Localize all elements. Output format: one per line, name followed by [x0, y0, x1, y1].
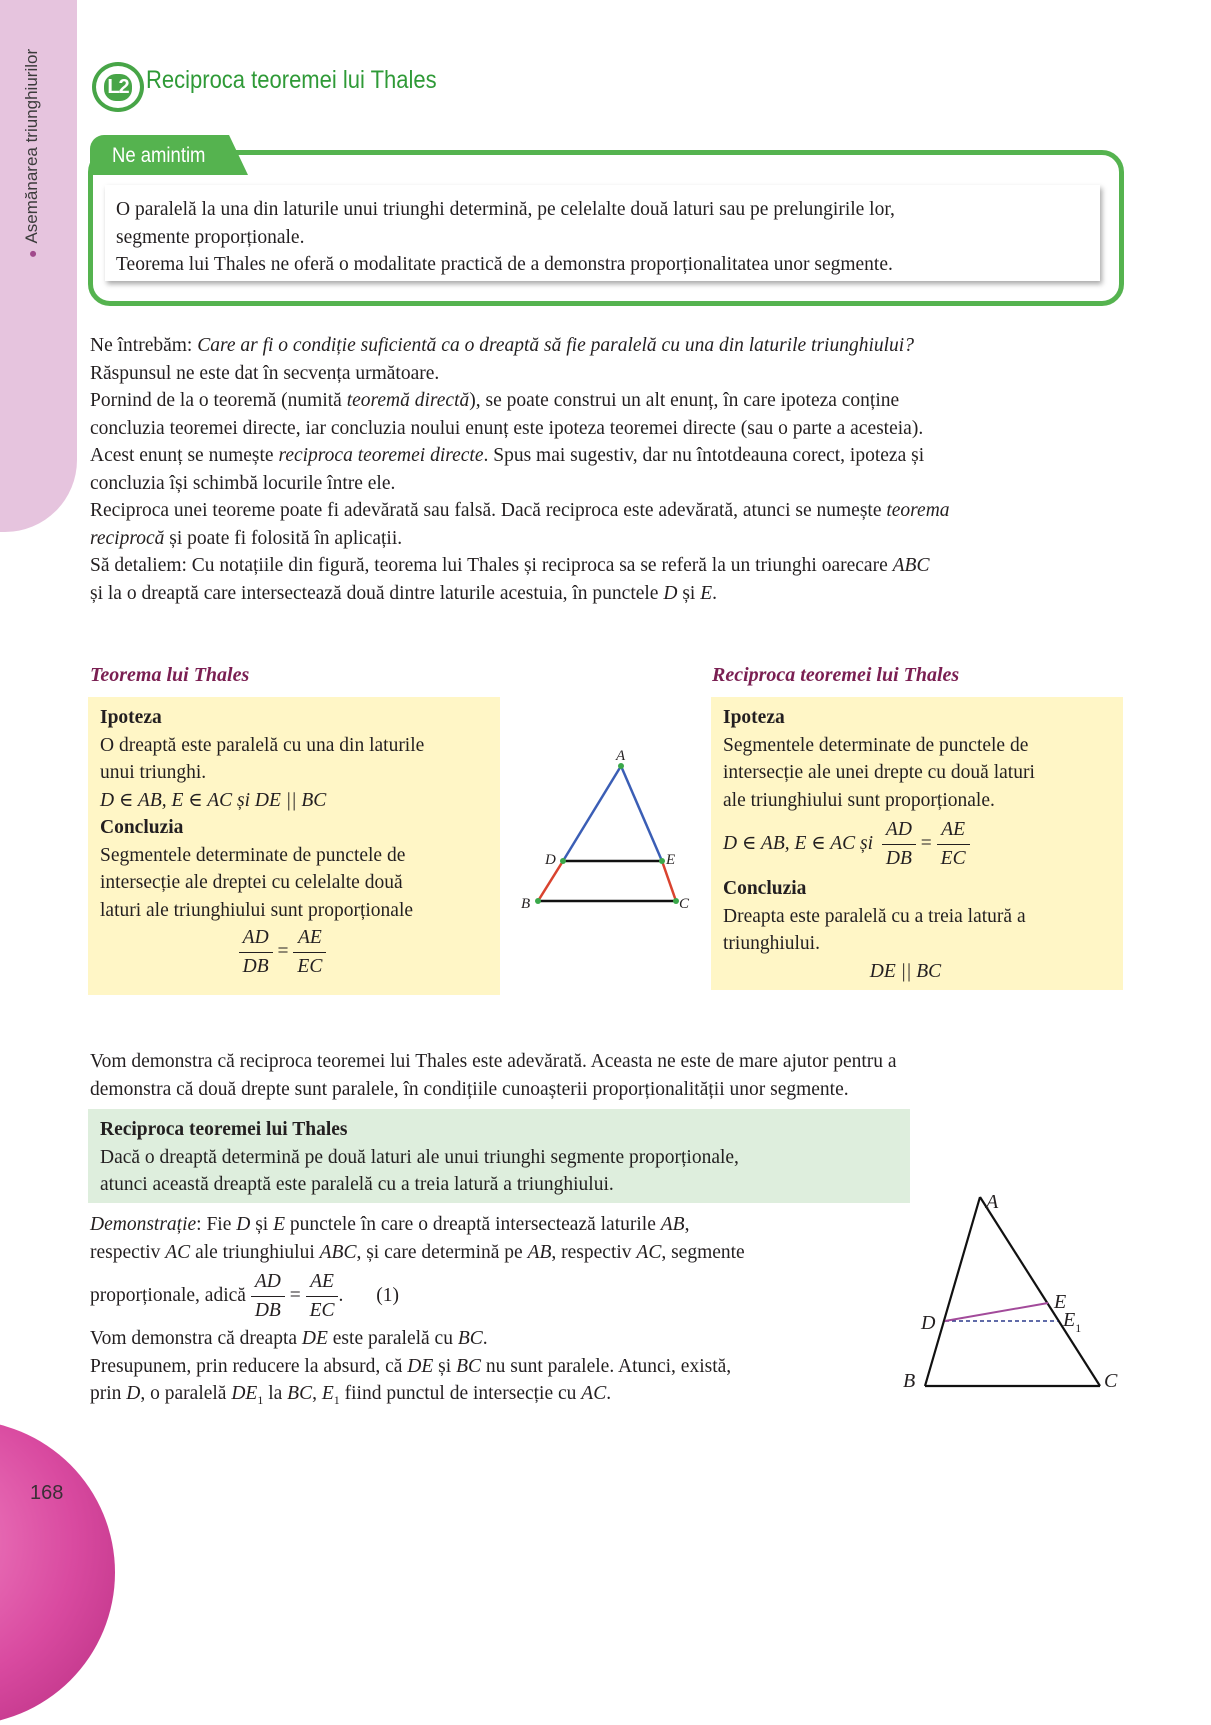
label-e1: $E_1$: [1063, 1309, 1082, 1335]
label-a: A: [616, 748, 626, 764]
page-corner-decoration: [0, 1420, 115, 1725]
point-d: [560, 858, 566, 864]
point-e: [659, 858, 665, 864]
side-ad: [563, 766, 621, 861]
lesson-badge: L2: [92, 62, 144, 112]
label-c: C: [1104, 1370, 1118, 1392]
thales-box-text: Ipoteza O dreaptă este paralelă cu una din laturile unui triunghi. D ∈ AB, E ∈ AC și DE || BC Concluzia Segmentele determinate de punctele de intersecție ale dreptei cu celelalte două laturi ale triunghiului sunt proporționale $\frac{AD}{DB}$ = $\frac{AE}{EC}$: [100, 704, 495, 981]
lesson-title: Reciproca teoremei lui Thales: [146, 66, 437, 94]
side-ae: [621, 766, 662, 861]
bullet-icon: ●: [24, 249, 40, 258]
label-b: B: [521, 896, 531, 912]
side-ab: [925, 1197, 980, 1386]
segment-de: [945, 1303, 1048, 1321]
recall-tab-label: Ne amintim: [112, 144, 206, 167]
recall-text: O paralelă la una din laturile unui triunghi determină, pe celelalte două laturi sau pe prelungirile lor, segmente proporționale. Teorema lui Thales ne oferă o modalitate practică de a demonstra proporționalitatea unor segmente.: [116, 199, 895, 275]
triangle-figure-2: [895, 1185, 1135, 1400]
label-e: E: [666, 852, 676, 868]
theorem-box-text: Reciproca teoremei lui Thales Dacă o dreaptă determină pe două laturi ale unui triunghi segmente proporționale, atunci această dreaptă este paralelă cu a treia latură a triunghiului.: [100, 1119, 739, 1195]
converse-heading: Reciproca teoremei lui Thales: [712, 664, 960, 686]
triangle-figure-1: [515, 740, 705, 920]
label-c: C: [679, 896, 690, 912]
side-ac: [980, 1197, 1100, 1386]
intro-text: Ne întrebăm: Care ar fi o condiție suficientă ca o dreaptă să fie paralelă cu una din laturile triunghiului? Răspunsul ne este dat în secvența următoare. Pornind de la o teoremă (numită teoremă directă), se poate construi un alt enunț, în care ipoteza conține concluzia teoremei directe, iar concluzia noului enunț este ipoteza teoremei directe (sau o parte a acesteia). Acest enunț se numește reciproca teoremei directe. Spus mai sugestiv, dar nu întotdeauna corect, ipoteza și concluzia își schimbă locurile între ele. Reciproca unei teoreme poate fi adevărată sau falsă. Dacă reciproca este adevărată, atunci se numește teorema reciprocă și poate fi folosită în aplicații. Să detaliem: Cu notațiile din figură, teorema lui Thales și reciproca sa se referă la un triunghi oarecare ABC și la o dreaptă care intersectează două dintre laturile acestuia, în punctele D și E.: [90, 335, 950, 604]
converse-proportion: D ∈ AB, E ∈ AC și $\frac{AD}{DB}$ = $\frac{AE}{EC}$: [723, 816, 1118, 873]
point-b: [535, 898, 541, 904]
converse-box-text: Ipoteza Segmentele determinate de punctele de intersecție ale unei drepte cu două laturi ale triunghiului sunt proporționale. D ∈ AB, E ∈ AC și $\frac{AD}{DB}$ = $\frac{AE}{EC}$ Concluzia Dreapta este paralelă cu a treia latură a triunghiului. DE || BC: [723, 704, 1118, 985]
label-d: D: [921, 1312, 936, 1334]
proof-text: Demonstrație: Fie D și E punctele în care o dreaptă intersectează laturile AB, respectiv AC ale triunghiului ABC, și care determină pe AB, respectiv AC, segmente proporționale, adică $\frac{AD}{DB}$ = $\frac{AE}{EC}$ . (1) Vom demonstra că dreapta DE este paralelă cu BC. Presupunem, prin reducere la absurd, că DE și BC nu sunt paralele. Atunci, există, prin D, o paralelă $DE_1$ la BC, $E_1$ fiind punctul de intersecție cu AC.: [90, 1211, 880, 1414]
label-a: A: [986, 1191, 999, 1213]
label-e: E: [1054, 1291, 1067, 1313]
chapter-label: ●Asemănarea triunghiurilor: [22, 48, 41, 258]
page-number: 168: [30, 1482, 64, 1504]
proof-intro: Vom demonstra că reciproca teoremei lui Thales este adevărată. Aceasta ne este de mare ajutor pentru a demonstra că două drepte sunt paralele, în condițiile cunoașterii proporționalității unor segmente.: [90, 1051, 897, 1100]
proof-proportion: proporționale, adică $\frac{AD}{DB}$ = $\frac{AE}{EC}$ . (1): [90, 1268, 880, 1325]
thales-proportion: $\frac{AD}{DB}$ = $\frac{AE}{EC}$: [100, 924, 495, 981]
label-d: D: [545, 852, 556, 868]
thales-heading: Teorema lui Thales: [90, 664, 250, 686]
label-b: B: [903, 1370, 916, 1392]
